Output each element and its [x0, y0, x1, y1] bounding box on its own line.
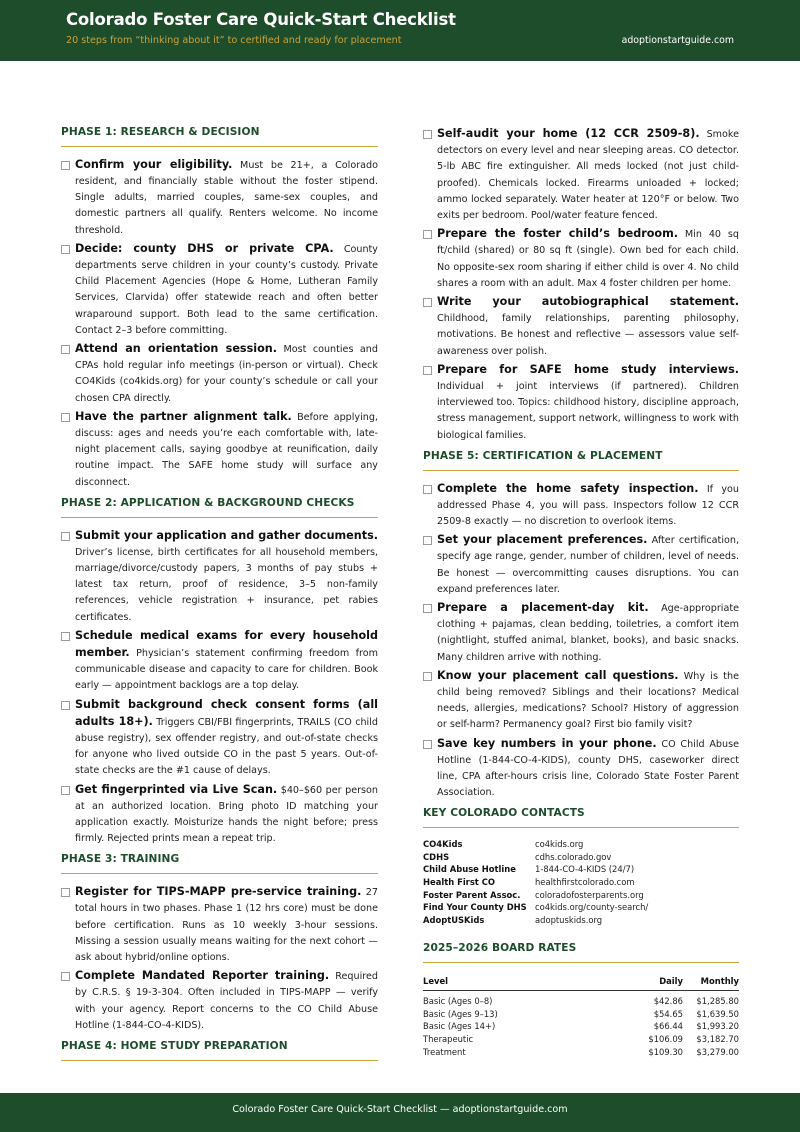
rate-daily: $42.86 [653, 996, 683, 1007]
checklist-item [423, 126, 739, 224]
item-body: Before applying, discuss: ages and needs you’re each comfortable with, late-night placement calls, saying goodbye at reunification, daily routine impact. The SAFE home study will surface any disconnect. [75, 411, 378, 488]
item-title: Submit your application and gather documents. [75, 528, 378, 542]
rate-daily: $109.30 [648, 1046, 683, 1057]
item-title: Write your autobiographical statement. [437, 295, 739, 309]
item-body: Min 40 sq ft/child (shared) or 80 sq ft (single). Own bed for each child. No opposite-sex room sharing if either child is over 4. No child shares a room with an adult. Max 4 foster children per home. [437, 229, 740, 289]
checkbox[interactable] [61, 345, 70, 354]
contact-name: AdoptUSKids [423, 914, 485, 925]
item-body: CO Child Abuse Hotline (1-844-CO-4-KIDS), county DHS, caseworker direct line, CPA after-hours crisis line, Colorado State Foster Parent Association. [437, 738, 739, 799]
contact-value[interactable]: 1-844-CO-4-KIDS (24/7) [535, 864, 635, 875]
checklist-item [61, 782, 378, 848]
document-subtitle: 20 steps from “thinking about it” to certified and ready for placement [66, 35, 402, 46]
checkbox[interactable] [423, 672, 432, 681]
item-body: Individual + joint interviews (if partnered). Children interviewed too. Topics: childhood history, discipline approach, stress management, support network, willingness to work with biological families. [437, 381, 739, 441]
page-footer [0, 1093, 800, 1132]
item-title: Schedule medical exams for every household member. [75, 628, 378, 660]
contact-value[interactable]: co4kids.org [535, 839, 584, 850]
checkbox[interactable] [423, 485, 432, 494]
item-body: Age-appropriate clothing + pajamas, clean bedding, toiletries, a comfort item (nightlight, stuffed animal, blanket, books), and basic snacks. Many children arrive with nothing. [437, 603, 739, 663]
item-title: Set your placement preferences. [437, 533, 648, 547]
rates-heading: 2025–2026 BOARD RATES [423, 942, 739, 963]
checklist-item [423, 294, 739, 360]
contacts-heading: KEY COLORADO CONTACTS [423, 807, 739, 828]
contact-name: Foster Parent Assoc. [423, 889, 521, 900]
contact-name: CO4Kids [423, 839, 463, 850]
table-header-row [423, 973, 739, 991]
contact-name: CDHS [423, 851, 450, 862]
contact-row [423, 889, 739, 902]
contact-row [423, 901, 739, 914]
table-row [423, 1020, 739, 1033]
rate-monthly: $3,182.70 [696, 1033, 739, 1044]
item-body: Childhood, family relationships, parenting philosophy, motivations. Be honest and reflective — assessors value self-awareness over polish. [437, 313, 739, 357]
contact-row [423, 914, 739, 927]
rate-monthly: $1,639.50 [696, 1008, 739, 1019]
contact-row [423, 838, 739, 851]
rate-level: Basic (Ages 14+) [423, 1021, 496, 1032]
rate-monthly: $3,279.00 [696, 1046, 739, 1057]
rate-level: Treatment [423, 1046, 466, 1057]
item-title: Register for TIPS-MAPP pre-service training. [75, 885, 362, 899]
table-row [423, 1046, 739, 1059]
item-body: $40–$60 per person at an authorized location. Bring photo ID matching your application exactly. Moisturize hands the night before; press firmly. Rejected prints mean a repeat trip. [75, 784, 378, 845]
checkbox[interactable] [61, 161, 70, 170]
phase-5-heading: PHASE 5: CERTIFICATION & PLACEMENT [423, 450, 739, 471]
item-title: Prepare for SAFE home study interviews. [437, 362, 739, 376]
contact-value[interactable]: healthfirstcolorado.com [535, 877, 635, 888]
checklist-item [423, 226, 739, 292]
checkbox[interactable] [423, 130, 432, 139]
checklist-item [61, 341, 378, 407]
phase-1-heading: PHASE 1: RESEARCH & DECISION [61, 126, 378, 147]
checkbox[interactable] [423, 604, 432, 613]
table-row [423, 1008, 739, 1021]
item-title: Submit background check consent forms (all adults 18+). [75, 697, 378, 728]
contact-name: Find Your County DHS [423, 902, 527, 913]
item-title: Save key numbers in your phone. [437, 736, 657, 750]
checklist-item [423, 481, 739, 531]
checklist-item [61, 409, 378, 491]
item-body: Smoke detectors on every level and near sleeping areas. CO detector. 5-lb ABC fire extinguisher. All meds locked (not just child-proofed). Chemicals locked. Firearms unloaded + locked; ammo locked separately. Water heater at 120°F or below. Two exits per bedroom. Pool/water feature fenced. [437, 129, 739, 222]
checkbox[interactable] [61, 632, 70, 641]
item-body: 27 total hours in two phases. Phase 1 (12 hrs core) must be done before certification. Runs as 10 weekly 3-hour sessions. Missing a session usually means waiting for the next cohort — ask about hybrid/online options. [75, 887, 378, 964]
checkbox[interactable] [423, 366, 432, 375]
phase-3-heading: PHASE 3: TRAINING [61, 853, 378, 874]
item-title: Prepare the foster child’s bedroom. [437, 227, 679, 241]
contact-value[interactable]: coloradofosterparents.org [535, 889, 644, 900]
contact-row [423, 863, 739, 876]
checkbox[interactable] [61, 701, 70, 710]
checklist-item [61, 968, 378, 1034]
checklist-item [61, 884, 378, 966]
left-column [61, 126, 378, 1071]
checkbox[interactable] [61, 413, 70, 422]
rate-daily: $66.44 [653, 1021, 683, 1032]
item-body: Triggers CBI/FBI fingerprints, TRAILS (CO child abuse registry), sex offender registry, and out-of-state checks for anyone who lived outside CO in the past 5 years. Out-of-state checks are the #1 cause of delays. [75, 716, 378, 777]
checkbox[interactable] [423, 536, 432, 545]
col-header-monthly: Monthly [683, 973, 739, 991]
contact-value[interactable]: cdhs.colorado.gov [535, 851, 612, 862]
footer-text: Colorado Foster Care Quick-Start Checklist — adoptionstartguide.com [232, 1104, 568, 1115]
item-title: Decide: county DHS or private CPA. [75, 241, 334, 255]
item-title: Confirm your eligibility. [75, 157, 233, 171]
checkbox[interactable] [61, 245, 70, 254]
item-title: Prepare a placement-day kit. [437, 601, 649, 615]
phase-2-heading: PHASE 2: APPLICATION & BACKGROUND CHECKS [61, 497, 378, 518]
col-header-daily: Daily [623, 973, 683, 991]
rate-level: Therapeutic [423, 1033, 474, 1044]
rate-monthly: $1,285.80 [696, 996, 739, 1007]
rate-monthly: $1,993.20 [696, 1021, 739, 1032]
item-title: Self-audit your home (12 CCR 2509-8). [437, 127, 700, 140]
rate-level: Basic (Ages 0–8) [423, 996, 493, 1007]
checklist-item [61, 157, 378, 239]
table-row [423, 1033, 739, 1046]
checkbox[interactable] [423, 740, 432, 749]
item-body: If you addressed Phase 4, you will pass. Inspectors follow 12 CCR 2509-8 exactly — no discretion to overlook items. [437, 483, 739, 528]
board-rates-table [423, 973, 739, 1058]
page-header [0, 0, 800, 61]
item-body: After certification, specify age range, gender, number of children, level of needs. Be honest — overcommitting causes disruptions. You can expand preferences later. [437, 535, 739, 595]
checklist-item [423, 362, 739, 444]
item-title: Attend an orientation session. [75, 342, 277, 355]
item-title: Know your placement call questions. [437, 668, 679, 682]
contacts-list [423, 838, 739, 926]
checkbox[interactable] [423, 230, 432, 239]
checkbox[interactable] [61, 532, 70, 541]
rate-daily: $54.65 [653, 1008, 683, 1019]
checkbox[interactable] [61, 888, 70, 897]
checklist-item [423, 736, 739, 802]
contact-name: Child Abuse Hotline [423, 864, 516, 875]
item-body: Must be 21+, a Colorado resident, and financially stable without the foster stipend. Single adults, married couples, same-sex couples, and domestic partners all qualify. Renters welcome. No income threshold. [75, 159, 378, 236]
item-body: Physician’s statement confirming freedom from communicable disease and capacity to care for children. Book early — appointment backlogs are a top delay. [75, 648, 378, 692]
rate-daily: $106.09 [648, 1033, 683, 1044]
right-column [423, 126, 739, 1058]
contact-row [423, 851, 739, 864]
checklist-item [423, 532, 739, 598]
checkbox[interactable] [423, 298, 432, 307]
item-title: Have the partner alignment talk. [75, 409, 292, 423]
item-body: Most counties and CPAs hold regular info meetings (in-person or virtual). Check CO4Kids (co4kids.org) for your county’s schedule or call your chosen CPA directly. [75, 344, 378, 404]
contact-value[interactable]: co4kids.org/county-search/ [535, 902, 649, 913]
phase-4-heading: PHASE 4: HOME STUDY PREPARATION [61, 1040, 378, 1061]
col-header-level: Level [423, 973, 623, 991]
table-row [423, 991, 739, 1008]
checkbox[interactable] [61, 786, 70, 795]
checkbox[interactable] [61, 972, 70, 981]
checklist-item [423, 668, 739, 734]
checklist-item [423, 600, 739, 666]
header-site-link[interactable]: adoptionstartguide.com [621, 35, 734, 46]
item-title: Complete the home safety inspection. [437, 481, 699, 495]
checklist-item [61, 528, 378, 626]
checklist-item [61, 241, 378, 339]
rate-level: Basic (Ages 9–13) [423, 1008, 498, 1019]
contact-value[interactable]: adoptuskids.org [535, 914, 603, 925]
item-body: Required by C.R.S. § 19-3-304. Often included in TIPS-MAPP — verify with your agency. Report concerns to the CO Child Abuse Hotline (1-844-CO-4-KIDS). [75, 971, 378, 1031]
item-body: Why is the child being removed? Siblings and their locations? Medical needs, allergies, medications? School? History of aggression or self-harm? Permanency goal? First bio family visit? [437, 670, 739, 731]
checklist-item [61, 628, 378, 695]
contact-name: Health First CO [423, 877, 495, 888]
document-title: Colorado Foster Care Quick-Start Checklist [66, 10, 456, 29]
item-body: County departments serve children in your county’s custody. Private Child Placement Agencies (Hope & Home, Lutheran Family Services, Clarvida) offer statewide reach and often better wraparound support. Both lead to the same certification. Contact 2–3 before committing. [75, 243, 378, 336]
contact-row [423, 876, 739, 889]
checklist-item [61, 697, 378, 780]
item-body: Driver’s license, birth certificates for all household members, marriage/divorce/custody papers, 3 months of pay stubs + latest tax return, proof of residence, 3–5 non-family references, vehicle registration + insurance, pet rabies certificates. [75, 546, 378, 623]
item-title: Get fingerprinted via Live Scan. [75, 782, 278, 796]
item-title: Complete Mandated Reporter training. [75, 969, 330, 983]
